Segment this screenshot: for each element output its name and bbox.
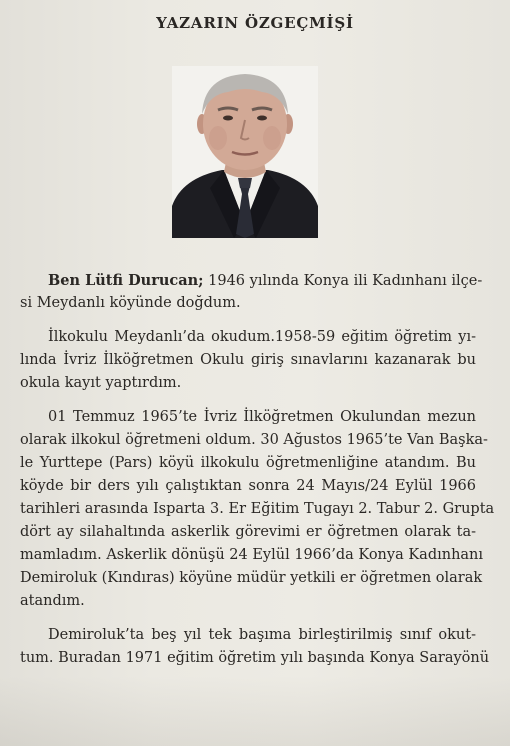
biography-paragraph xyxy=(20,406,495,613)
text-line: lında İvriz İlköğretmen Okulu giriş sınavlarını kazanarak bu xyxy=(20,352,476,368)
text-line-content: İlkokulu Meydanlı’da okudum.1958-59 eğitim öğretim yı- xyxy=(48,329,476,345)
biography-paragraph xyxy=(20,624,490,670)
text-line: olarak ilkokul öğretmeni oldum. 30 Ağustos 1965’te Van Başka- xyxy=(20,432,488,448)
text-line xyxy=(20,624,476,647)
text-line: atandım. xyxy=(20,593,85,609)
text-line-content: 01 Temmuz 1965’te İvriz İlköğretmen Okulundan mezun xyxy=(48,409,476,425)
author-name-lead: Ben Lütfi Durucan; xyxy=(48,272,204,289)
text-line: mamladım. Askerlik dönüşü 24 Eylül 1966’da Konya Kadınhanı xyxy=(20,547,484,563)
text-line: tum. Buradan 1971 eğitim öğretim yılı başında Konya Sarayönü xyxy=(20,650,490,666)
text-line xyxy=(20,326,476,349)
biography-paragraph xyxy=(20,269,483,315)
page-title: YAZARIN ÖZGEÇMİŞİ xyxy=(156,14,354,32)
text-line: si Meydanlı köyünde doğdum. xyxy=(20,295,241,311)
text-line xyxy=(20,269,483,292)
author-portrait-photo xyxy=(172,66,318,238)
biography-paragraph xyxy=(20,326,476,395)
text-line: köyde bir ders yılı çalıştıktan sonra 24 Mayıs/24 Eylül 1966 xyxy=(20,478,476,494)
text-line: okula kayıt yaptırdım. xyxy=(20,375,182,391)
text-line: Demiroluk (Kındıras) köyüne müdür yetkili er öğretmen olarak xyxy=(20,570,483,586)
text-line: tarihleri arasında Isparta 3. Er Eğitim Tugayı 2. Tabur 2. Grupta xyxy=(20,501,495,517)
text-line-content: 1946 yılında Konya ili Kadınhanı ilçe- xyxy=(203,273,483,289)
text-line-content: Demiroluk’ta beş yıl tek başıma birleştirilmiş sınıf okut- xyxy=(48,627,476,643)
text-line: dört ay silahaltında askerlik görevimi er öğretmen olarak ta- xyxy=(20,524,476,540)
text-line: le Yurttepe (Pars) köyü ilkokulu öğretmenliğine atandım. Bu xyxy=(20,455,476,471)
biography-text xyxy=(20,269,495,670)
text-line xyxy=(20,406,476,429)
